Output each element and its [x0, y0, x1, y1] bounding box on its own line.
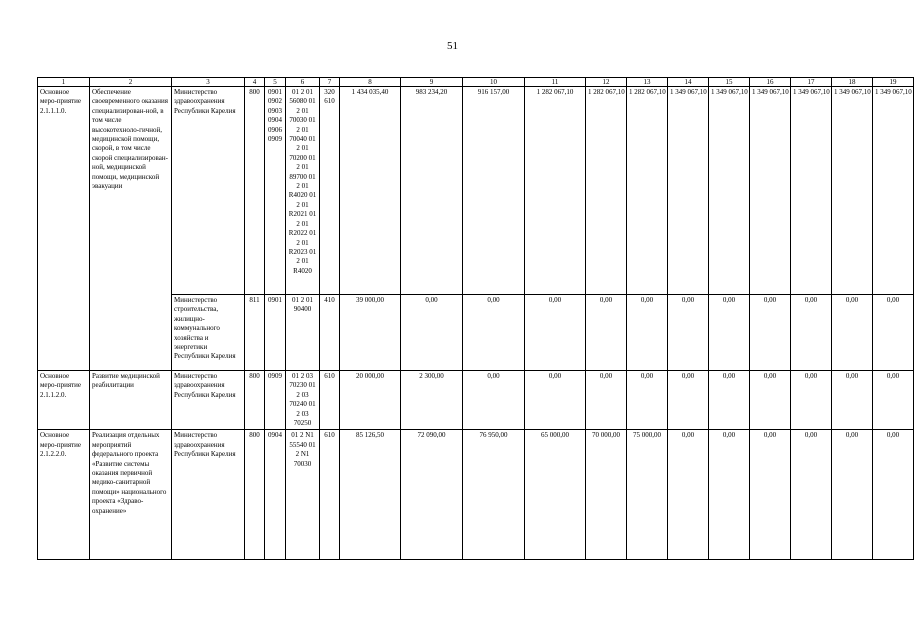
target-article-cell: 01 2 N1 55540 01 2 N1 70030 [286, 430, 320, 560]
grbs-cell: 811 [245, 295, 265, 371]
amount-cell: 75 000,00 [627, 430, 668, 560]
column-header: 8 [340, 78, 401, 87]
amount-cell: 916 157,00 [463, 87, 525, 295]
column-header: 4 [245, 78, 265, 87]
section-code-cell: 0901 0902 0903 0904 0906 0909 [265, 87, 286, 295]
target-article-cell: 01 2 01 90400 [286, 295, 320, 371]
amount-cell: 983 234,20 [401, 87, 463, 295]
column-header: 13 [627, 78, 668, 87]
target-article-cell: 01 2 03 70230 01 2 03 70240 01 2 03 70250 [286, 371, 320, 430]
executor-cell: Министерство здравоохранения Республики Карелия [172, 430, 245, 560]
column-header: 9 [401, 78, 463, 87]
amount-cell: 0,00 [750, 371, 791, 430]
amount-cell: 0,00 [525, 371, 586, 430]
table-row [38, 87, 914, 295]
event-name-cell: Реализация отдельных мероприятий федерального проекта «Развитие системы оказания первичной медико-санитарной помощи» национального проекта «Здраво-охранение» [90, 430, 172, 560]
executor-cell: Министерство здравоохранения Республики Карелия [172, 87, 245, 295]
column-header: 1 [38, 78, 90, 87]
amount-cell: 1 349 067,10 [873, 87, 914, 295]
amount-cell: 0,00 [668, 430, 709, 560]
column-header: 5 [265, 78, 286, 87]
column-number-row [38, 78, 914, 87]
column-header: 7 [320, 78, 340, 87]
column-header: 11 [525, 78, 586, 87]
amount-cell: 1 349 067,10 [750, 87, 791, 295]
column-header: 12 [586, 78, 627, 87]
amount-cell: 0,00 [750, 295, 791, 371]
section-code-cell: 0904 [265, 430, 286, 560]
expense-type-cell: 410 [320, 295, 340, 371]
event-code-cell: Основное меро-приятие 2.1.2.2.0. [38, 430, 90, 560]
amount-cell: 0,00 [873, 430, 914, 560]
amount-cell: 1 282 067,10 [525, 87, 586, 295]
amount-cell: 76 950,00 [463, 430, 525, 560]
amount-cell: 70 000,00 [586, 430, 627, 560]
amount-cell: 0,00 [586, 295, 627, 371]
amount-cell: 1 282 067,10 [627, 87, 668, 295]
budget-table [37, 77, 914, 560]
table-row [38, 371, 914, 430]
event-name-cell: Развитие медицинской реабилитации [90, 371, 172, 430]
page-number: 51 [447, 40, 458, 52]
amount-cell: 2 300,00 [401, 371, 463, 430]
amount-cell: 20 000,00 [340, 371, 401, 430]
executor-cell: Министерство здравоохранения Республики Карелия [172, 371, 245, 430]
amount-cell: 39 000,00 [340, 295, 401, 371]
amount-cell: 0,00 [873, 371, 914, 430]
column-header: 16 [750, 78, 791, 87]
amount-cell: 0,00 [832, 430, 873, 560]
executor-cell: Министерство строительства, жилищно-коммунального хозяйства и энергетики Республики Карелия [172, 295, 245, 371]
amount-cell: 0,00 [791, 430, 832, 560]
amount-cell: 0,00 [750, 430, 791, 560]
amount-cell: 0,00 [709, 430, 750, 560]
grbs-cell: 800 [245, 87, 265, 295]
table-row [38, 430, 914, 560]
expense-type-cell: 610 [320, 430, 340, 560]
section-code-cell: 0909 [265, 371, 286, 430]
amount-cell: 1 349 067,10 [791, 87, 832, 295]
amount-cell: 72 090,00 [401, 430, 463, 560]
column-header: 2 [90, 78, 172, 87]
expense-type-cell: 320 610 [320, 87, 340, 295]
target-article-cell: 01 2 01 56080 01 2 01 70030 01 2 01 70040 01 2 01 70200 01 2 01 89700 01 2 01 R4020 01 2 01 R2021 01 2 01 R2022 01 2 01 R2023 01 2 01 R4020 [286, 87, 320, 295]
amount-cell: 0,00 [668, 295, 709, 371]
amount-cell: 0,00 [668, 371, 709, 430]
amount-cell: 0,00 [463, 371, 525, 430]
amount-cell: 85 126,50 [340, 430, 401, 560]
grbs-cell: 800 [245, 371, 265, 430]
amount-cell: 0,00 [463, 295, 525, 371]
column-header: 3 [172, 78, 245, 87]
column-header: 10 [463, 78, 525, 87]
amount-cell: 0,00 [401, 295, 463, 371]
amount-cell: 0,00 [627, 371, 668, 430]
column-header: 14 [668, 78, 709, 87]
amount-cell: 1 349 067,10 [832, 87, 873, 295]
grbs-cell: 800 [245, 430, 265, 560]
amount-cell: 0,00 [832, 295, 873, 371]
amount-cell: 1 434 035,40 [340, 87, 401, 295]
column-header: 19 [873, 78, 914, 87]
event-code-cell: Основное меро-приятие 2.1.1.1.0. [38, 87, 90, 371]
column-header: 18 [832, 78, 873, 87]
column-header: 6 [286, 78, 320, 87]
column-header: 15 [709, 78, 750, 87]
amount-cell: 65 000,00 [525, 430, 586, 560]
amount-cell: 0,00 [709, 295, 750, 371]
amount-cell: 1 349 067,10 [668, 87, 709, 295]
expense-type-cell: 610 [320, 371, 340, 430]
amount-cell: 0,00 [627, 295, 668, 371]
amount-cell: 0,00 [791, 295, 832, 371]
column-header: 17 [791, 78, 832, 87]
amount-cell: 1 282 067,10 [586, 87, 627, 295]
amount-cell: 1 349 067,10 [709, 87, 750, 295]
amount-cell: 0,00 [832, 371, 873, 430]
event-code-cell: Основное меро-приятие 2.1.1.2.0. [38, 371, 90, 430]
event-name-cell: Обеспечение своевременного оказания специализирован-ной, в том числе высокотехноло-гичной, медицинской помощи, скорой, в том числе скорой специализирован-ной, медицинской помощи, медицинской эвакуации [90, 87, 172, 371]
section-code-cell: 0901 [265, 295, 286, 371]
amount-cell: 0,00 [709, 371, 750, 430]
amount-cell: 0,00 [525, 295, 586, 371]
amount-cell: 0,00 [586, 371, 627, 430]
amount-cell: 0,00 [873, 295, 914, 371]
amount-cell: 0,00 [791, 371, 832, 430]
